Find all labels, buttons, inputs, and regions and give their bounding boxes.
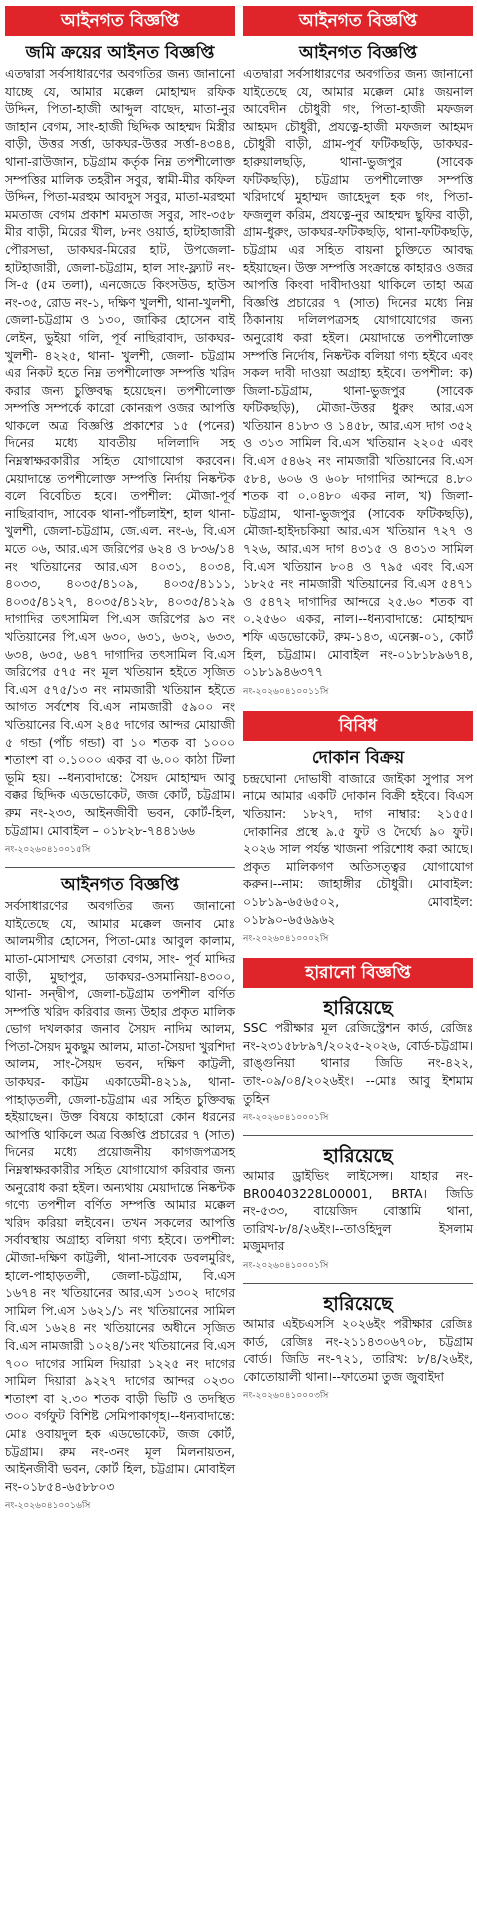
lost-item-title: হারিয়েছে	[323, 1145, 393, 1168]
notice-code: নং-২০২৬০৪১০০০১সি	[243, 1261, 329, 1272]
misc-banner: বিবিধ	[243, 711, 473, 741]
notice-code: নং-২০২৬০৪১০০১১সি	[243, 686, 329, 697]
notice-code: নং-২০২৬০৪১০০০২সি	[243, 934, 329, 945]
notice-code: নং-২০২৬০৪১০০০৩সি	[243, 1391, 329, 1402]
divider	[243, 1283, 473, 1284]
divider	[5, 867, 235, 868]
lost-notice-banner: হারানো বিজ্ঞপ্তি	[243, 958, 473, 988]
divider	[243, 1135, 473, 1136]
lost-item-body: SSC পরীক্ষার মূল রেজিস্ট্রেশন কার্ড, রেজিঃ নং-২৩১৫৮৮৯৭/২০২৫-২০২৬, বোর্ড-চট্টগ্রাম। রাঙ্গুনিয়া থানার জিডি নং-৪২২, তাং-০৯/০৪/২০২৬ইং। --মোঃ আবু ইশমাম তুহিন	[243, 1021, 473, 1106]
lost-item-title: হারিয়েছে	[323, 997, 393, 1020]
legal-notice-banner: আইনগত বিজ্ঞপ্তি	[5, 6, 235, 36]
lost-item-body: আমার ড্রাইভিং লাইসেন্স। যাহার নং-BR00403228L00001, BRTA। জিডি নং-৫৩৩, বায়েজিদ বোস্তামি থানা, তারিখ-৮/৪/২৬ইং।--তাওহিদুল ইসলাম মজুমদার	[243, 1169, 473, 1254]
notice-code: নং-২০২৬০৪১০০১৫সি	[5, 845, 91, 856]
lost-item-title: হারিয়েছে	[323, 1293, 393, 1316]
legal-notice-body: এতদ্বারা সর্বসাধারণের অবগতির জন্য জানানো যাইতেছে যে, আমার মক্কেল মোঃ জয়নাল আবেদীন চৌধুরী গং, পিতা-হাজী মফজল আহমদ চৌধুরী, প্রযত্নে-হাজী মফজল আহমদ চৌধুরী বাড়ী, গ্রাম-পূর্ব ফটিকছড়ি, ডাকঘর-হারুয়ালছড়ি, থানা-ভুজপুর (সাবেক ফটিকছড়ি), চট্টগ্রাম তপশীলোক্ত সম্পত্তি খরিদার্থে মুহাম্মদ জাহেদুল হক গং, পিতা-ফজলুল করিম, প্রযত্নে-নুর আহম্মদ ছুফির বাড়ী, গ্রাম-ধুরুং, ডাকঘর-ফটিকছড়ি, থানা-ফটিকছড়ি, চট্টগ্রাম এর সহিত বায়না চুক্তিতে আবদ্ধ হইয়াছেন। উক্ত সম্পত্তি সংক্রান্তে কাহারও ওজর আপত্তি কিংবা দাবীদাওয়া থাকিলে তাহা অত্র বিজ্ঞপ্তি প্রচারের ৭ (সাত) দিনের মধ্যে নিম্ন ঠিকানায় দলিলপত্রসহ যোগাযোগের জন্য অনুরোধ করা হইল। মেয়াদান্তে তপশীলোক্ত সম্পত্তি নির্দোষ, নিষ্কন্টক বলিয়া গণ্য হইবে এবং সকল দাবী দাওয়া অগ্রাহ্য হইবে। তপশীল: ক) জিলা-চট্টগ্রাম, থানা-ভুজপুর (সাবেক ফটিকছড়ি), মৌজা-উত্তর ধুরুং আর.এস খতিয়ান ৪১৮৩ ও ১৪৫৮, আর.এস দাগ ৩৫২ ও ৩১৩ সামিল বি.এস খতিয়ান ২২০৫ এবং বি.এস ৫৪৬২ নং নামজারী খতিয়ানের বি.এস ৫৮৪, ৬০৬ ও ৬০৮ দাগাদির আন্দরে ৪.৮০ শতক বা ০.০৪৮০ একর নাল, খ) জিলা-চট্টগ্রাম, থানা-ভুজপুর (সাবেক ফটিকছড়ি), মৌজা-হাইদচকিয়া আর.এস খতিয়ান ৭২৭ ও ৭২৬, আর.এস দাগ ৪৩১৫ ও ৪৩১৩ সামিল বি.এস খতিয়ান ৮০৪ ও ৭৯৫ এবং বি.এস ১৮২৫ নং নামজারী খতিয়ানের বি.এস ৫৪৭১ ও ৫৪৭২ দাগাদির আন্দরে ২৫.৬০ শতক বা ০.২৫৬০ একর, নাল।--ধন্যবাদান্তে: মোহাম্মদ শফি এডভোকেট, রুম-১৪৩, এনেক্স-০১, কোর্ট হিল, চট্টগ্রাম। মোবাইল নং-০১৮১৮৯৬৭৪, ০১৮১৯৪৬৩৭৭	[243, 67, 473, 680]
shop-sale-title: দোকান বিক্রয়	[311, 747, 405, 768]
land-purchase-notice-title: জমি ক্রয়ের আইনত বিজ্ঞপ্তি	[25, 43, 215, 63]
shop-sale-body: চন্দ্রঘোনা দোভাষী বাজারে জাইকা সুপার সপ নামে আমার একটি দোকান বিক্রী হইবে। বিএস খতিয়ান: ১৮২৭, দাগ নাম্বার: ২১৫৫। দোকানির প্রস্থে ৯.৫ ফুট ও দৈর্ঘ্যে ৯০ ফুট। ২০২৬ সাল পর্যন্ত খাজনা পরিশোধ করা আছে। প্রকৃত মালিকগণ অতিসত্ত্বর যোগাযোগ করুন।--নাম: জাহাঙ্গীর চৌধুরী। মোবাইল: ০১৮১৯-৬৫৬৫০২, মোবাইল: ০১৮৯০-৬৫৬৯৬২	[243, 771, 473, 927]
right-column	[243, 6, 473, 1403]
notice-code: নং-২০২৬০৪১০০১৬সি	[5, 1501, 91, 1512]
legal-notice-banner: আইনগত বিজ্ঞপ্তি	[243, 6, 473, 36]
notice-code: নং-২০২৬০৪১০০০১সি	[243, 1113, 329, 1124]
legal-notice-title: আইনগত বিজ্ঞপ্তি	[60, 875, 180, 896]
legal-notice-body: সর্বসাধারণের অবগতির জন্য জানানো যাইতেছে যে, আমার মক্কেল জনাব মোঃ আলমগীর হোসেন, পিতা-মোঃ আবুল কালাম, মাতা-মোসাম্মৎ সেতারা বেগম, সাং- পূর্ব মাদ্দির বাড়ী, মুছাপুর, ডাকঘর-ওসমানিয়া-৪৩০০, থানা- সন্দ্বীপ, জেলা-চট্টগ্রাম তপশীল বর্ণিত সম্পত্তি খরিদ করিবার জন্য উহার প্রকৃত মালিক ভোগ দখলকার জনাব সৈয়দ নাদিম আলম, পিতা-সৈয়দ মুকছুম আলম, মাতা-সৈয়দা খুরশিদা আলম, সাং-সৈয়দ ভবন, দক্ষিণ কাট্টলী, ডাকঘর- কাট্টম একাডেমী-৪২১৯, থানা-পাহাড়তলী, জেলা-চট্টগ্রাম এর সহিত চুক্তিবদ্ধ হইয়াছেন। উক্ত বিষয়ে কাহারো কোন ধরনের আপত্তি থাকিলে অত্র বিজ্ঞপ্তি প্রচারের ৭ (সাত) দিনের মধ্যে প্রয়োজনীয় কাগজপত্রসহ নিম্নস্বাক্ষরকারীর সহিত যোগাযোগ করিবার জন্য অনুরোধ করা হইল। অন্যথায় মেয়াদান্তে নিষ্কন্টক গণ্যে তপশীল বর্ণিত সম্পত্তি আমার মক্কেল খরিদ করিয়া লইবেন। তখন সকলের আপত্তি সর্বাবস্থায় অগ্রাহ্য বলিয়া গণ্য হইবে। তপশীল: মৌজা-দক্ষিণ কাট্টলী, থানা-সাবেক ডবলমুরিং, হালে-পাহাড়তলী, জেলা-চট্টগ্রাম, বি.এস ১৬৭৪ নং খতিয়ানের আর.এস ১৩০২ দাগের সামিল পি.এস ১৬২১/১ নং খতিয়ানের সামিল বি.এস ১৬২৪ নং খতিয়ানের অধীনে সৃজিত বি.এস নামজারী ১০২৪/১নং খতিয়ানের বি.এস ৭০০ দাগের সামিল দিয়ারা ১২২৫ নং দাগের সামিল দিয়ারা ৯২২৭ দাগের আন্দর ০২৩০ শতাংশ বা ২.৩০ শতক বাড়ী ভিটি ও তদস্থিত ৩০০ বর্গফুট বিশিষ্ট সেমিপাকাগৃহ।--ধন্যবাদান্তে: মোঃ ওবায়দুল হক এডভোকেট, জজ কোর্ট, চট্টগ্রাম। রুম নং-৩নং মূল মিলনায়তন, আইনজীবী ভবন, কোর্ট হিল, চট্টগ্রাম। মোবাইল নং-০১৮৫৪-৬৫৮৮০৩	[5, 899, 235, 1494]
legal-notice-title: আইনগত বিজ্ঞপ্তি	[298, 43, 418, 63]
land-purchase-notice-body: এতদ্বারা সর্বসাধারণের অবগতির জন্য জানানো যাচ্ছে যে, আমার মক্কেল মোহাম্মদ রফিক উদ্দিন, পিতা-হাজী আব্দুল বাছেদ, মাতা-নুর জাহান বেগম, সাং-হাজী ছিদ্দিক আহম্মদ মিস্ত্রীর বাড়ী, উত্তর সর্ত্তা, ডাকঘর-উত্তর সর্ত্তা-৪৩৪৪, থানা-রাউজান, চট্টগ্রাম কর্তৃক নিম্ন তপশীলোক্ত সম্পত্তির মালিক তহরীন সবুর, স্বামী-মীর কফিল উদ্দিন, পিতা-মরহুম আবদুস সবুর, মাতা-মরহুমা মমতাজ বেগম প্রকাশ মমতাজ সবুর, সাং-৩৫৮ মীর বাড়ী, মিরের খীল, ৮নং ওয়ার্ড, হাটহাজারী পৌরসভা, ডাকঘর-মিরের হাট, উপজেলা-হাটহাজারী, জেলা-চট্টগ্রাম, হাল সাং-ফ্ল্যাট নং-সি-৫ (৫ম তলা), এনজেডে কিংসউড, হাউস নং-৩৫, রোড নং-১, দক্ষিণ খুলশী, থানা-খুলশী, জেলা-চট্টগ্রাম ও ১৩০, জাকির হোসেন বাই লেইন, ভুইয়া গলি, পূর্ব নাছিরাবাদ, ডাকঘর- খুলশী- ৪২২৫, থানা- খুলশী, জেলা- চট্টগ্রাম এর নিকট হতে নিম্ন তপশীলোক্ত সম্পত্তি খরিদ করার জন্য চুক্তিবদ্ধ হয়েছেন। তপশীলোক্ত সম্পত্তি সম্পর্কে কারো কোনরূপ ওজর আপত্তি থাকলে অত্র বিজ্ঞপ্তি প্রকাশের ১৫ (পনের) দিনের মধ্যে যাবতীয় দলিলাদি সহ নিম্নস্বাক্ষরকারীর সহিত যোগাযোগ করবেন। মেয়াদান্তে তপশীলোক্ত সম্পত্তি নির্দায় নিষ্কন্টক বলে বিবেচিত হবে। তপশীল: মৌজা-পূর্ব নাছিরাবাদ, সাবেক থানা-পাঁচলাইশ, হাল থানা-খুলশী, জেলা-চট্টগ্রাম, জে.এল. নং-৬, বি.এস মতে ০৬, আর.এস জরিপের ৬২৪ ও ৮৩৬/১৪ নং খতিয়ানের আর.এস ৪০৩১, ৪০৩৪, ৪০৩৩, ৪০৩৫/৪১০৯, ৪০৩৫/৪১১১, ৪০৩৫/৪১২৭, ৪০৩৫/৪১২৮, ৪০৩৫/৪১২৯ দাগাদির তৎসামিল পি.এস জরিপের ৯৩ নং খতিয়ানের পি.এস ৬৩০, ৬৩১, ৬৩২, ৬৩৩, ৬৩৪, ৬৩৫, ৬৪৭ দাগাদির তৎসামিল বি.এস জরিপের ৫৭৫ নং মূল খতিয়ান হইতে সৃজিত বি.এস ৫৭৫/১৩ নং নামজারী খতিয়ান হইতে আগত সর্বশেষ বি.এস নামজারী ৫৯০০ নং খতিয়ানের বি.এস ২৪৫ দাগের আন্দর মোয়াজী ৫ গন্ডা (পাঁচ গন্ডা) বা ১০ শতক বা ১০০০ শতাংশ বা ০.১০০০ একর বা ৬.০০ কাঠা টিলা ভূমি হয়। --ধন্যবাদান্তে: সৈয়দ মোহাম্মদ আবু বক্কর ছিদ্দিক এডভোকেট, জজ কোর্ট, চট্টগ্রাম। রুম নং-২৩৩, আইনজীবী ভবন, কোর্ট-হিল, চট্টগ্রাম। মোবাইল – ০১৮২৮-৭৪৪১৬৬	[5, 67, 235, 838]
left-column	[5, 6, 235, 1513]
lost-item-body: আমার এইচএসসি ২০২৬ইং পরীক্ষার রেজিঃ কার্ড, রেজিঃ নং-২১১৪৩০৬৭০৮, চট্টগ্রাম বোর্ড। জিডি নং-৭২১, তারিখ: ৮/৪/২৬ইং, কোতোয়ালী থানা।--ফাতেমা তুজ জুবাইদা	[243, 1317, 473, 1384]
